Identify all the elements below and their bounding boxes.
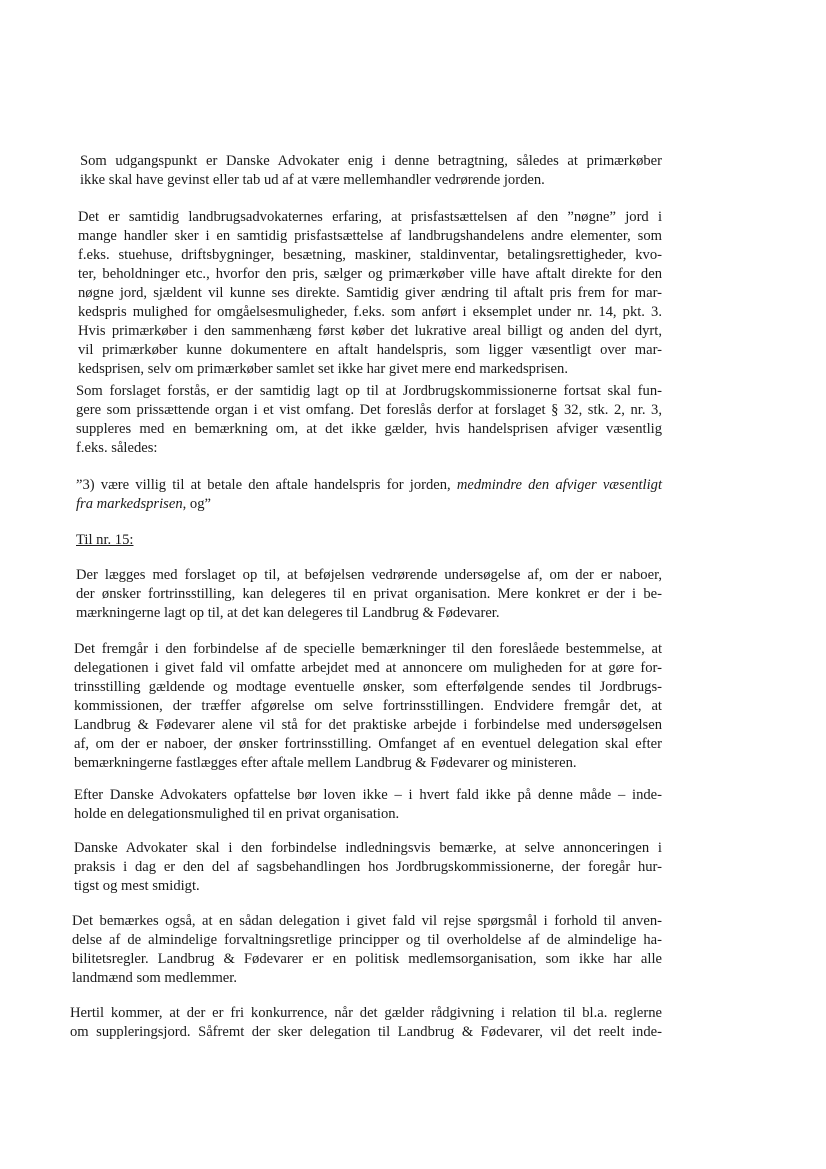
text-line: Landbrug & Fødevarer alene vil stå for det praktiske arbejde i forbindelse med undersøgelsen — [74, 717, 662, 733]
text-line: praksis i dag er den del af sagsbehandlingen hos Jordbrugskommissionerne, der foregår hur- — [74, 859, 662, 875]
paragraph-1 — [80, 152, 662, 190]
text-line: holde en delegationsmulighed til en privat organisation. — [74, 806, 400, 822]
text-line: mange handler sker i en samtidig prisfastsættelse af landbrugshandelens andre elementer, som — [78, 228, 662, 244]
text-line: om suppleringsjord. Såfremt der sker delegation til Landbrug & Fødevarer, vil det reelt inde- — [70, 1024, 662, 1040]
text-line: delegationen i givet fald vil omfatte arbejdet med at annoncere om muligheden for at gøre for- — [74, 660, 662, 676]
text-line: ter, beholdninger etc., hvorfor den pris, sælger og primærkøber ville have aftalt direkte for den — [78, 266, 662, 282]
quote-text: ”3) være villig til at betale den aftale handelspris for jorden, — [76, 477, 457, 493]
text-line — [76, 476, 662, 495]
text-line: delse af de almindelige forvaltningsretlige principper og til overholdelse af de almindelige ha- — [72, 932, 662, 948]
section-heading — [76, 531, 276, 550]
text-line: nøgne jord, sjældent vil kunne ses direkte. Samtidig giver ændring til aftalt pris frem for mar- — [78, 285, 662, 301]
text-line: Hertil kommer, at der er fri konkurrence, når det gælder rådgivning i relation til bl.a. reglerne — [70, 1005, 662, 1021]
text-line: Som forslaget forstås, er der samtidig lagt op til at Jordbrugskommissionerne fortsat skal fun- — [76, 383, 662, 399]
text-line: suppleres med en bemærkning om, at det ikke gælder, hvis handelsprisen afviger væsentlig — [76, 421, 662, 437]
text-line: kedsprisen, selv om primærkøber samlet set ikke har givet mere end markedsprisen. — [78, 361, 568, 377]
text-line: Efter Danske Advokaters opfattelse bør loven ikke – i hvert fald ikke på denne måde – inde- — [74, 787, 662, 803]
paragraph-4 — [76, 566, 662, 623]
text-line: Det er samtidig landbrugsadvokaternes erfaring, at prisfastsættelsen af den ”nøgne” jord i — [78, 209, 662, 225]
text-line: f.eks. stuehuse, driftsbygninger, besætning, maskiner, staldinventar, betalingsrettigheder, kvo- — [78, 247, 662, 263]
text-line: kedspris mulighed for omgåelsesmuligheder, f.eks. som anført i eksemplet under nr. 14, pkt. 3. — [78, 304, 662, 320]
heading-til-nr-15: Til nr. 15: — [76, 532, 134, 548]
text-line: bemærkningerne fastlægges efter aftale mellem Landbrug & Fødevarer og ministeren. — [74, 755, 577, 771]
quote-italic-text: fra markedsprisen — [76, 496, 183, 512]
text-line: bilitetsregler. Landbrug & Fødevarer er en politisk medlemsorganisation, som ikke har alle — [72, 951, 662, 967]
text-line: Som udgangspunkt er Danske Advokater enig i denne betragtning, således at primærkøber — [80, 153, 662, 169]
text-line: tigst og mest smidigt. — [74, 878, 200, 894]
text-line: kommissionen, der træffer afgørelse om selve fortrinsstillingen. Endvidere fremgår det, at — [74, 698, 662, 714]
paragraph-3 — [76, 382, 662, 458]
text-line: Det bemærkes også, at en sådan delegation i givet fald vil rejse spørgsmål i forhold til anven- — [72, 913, 662, 929]
text-line: trinsstilling gældende og modtage eventuelle ønsker, som efterfølgende sendes til Jordbrugs- — [74, 679, 662, 695]
text-line: mærkningerne lagt op til, at det kan delegeres til Landbrug & Fødevarer. — [76, 605, 500, 621]
text-line: der ønsker fortrinsstilling, kan delegeres til en privat organisation. Mere konkret er der i be- — [76, 586, 662, 602]
text-line: gere som prissættende organ i et vist omfang. Det foreslås derfor at forslaget § 32, stk. 2, nr. 3, — [76, 402, 662, 418]
text-line — [76, 495, 662, 514]
paragraph-2 — [78, 208, 662, 379]
text-line: landmænd som medlemmer. — [72, 970, 237, 986]
paragraph-7 — [74, 839, 662, 896]
text-line: af, om der er naboer, der ønsker fortrinsstilling. Omfanget af en eventuel delegation skal efter — [74, 736, 662, 752]
paragraph-5 — [74, 640, 662, 773]
text-line: Hvis primærkøber i den sammenhæng først køber det lukrative areal billigt og anden del dyrt, — [78, 323, 662, 339]
quoted-amendment — [76, 476, 662, 514]
text-line: vil primærkøber kunne dokumentere en aftalt handelspris, som ligger væsentligt over mar- — [78, 342, 662, 358]
paragraph-8 — [72, 912, 662, 988]
text-line: f.eks. således: — [76, 440, 158, 456]
quote-text: , og” — [182, 496, 211, 512]
text-line: Der lægges med forslaget op til, at beføjelsen vedrørende undersøgelse af, om der er naboer, — [76, 567, 662, 583]
text-line: Det fremgår i den forbindelse af de specielle bemærkninger til den foreslåede bestemmelse, at — [74, 641, 662, 657]
text-line: Danske Advokater skal i den forbindelse indledningsvis bemærke, at selve annonceringen i — [74, 840, 662, 856]
paragraph-9 — [70, 1004, 662, 1042]
quote-italic-text: medmindre den afviger væsentligt — [456, 477, 663, 493]
paragraph-6 — [74, 786, 662, 824]
text-line: ikke skal have gevinst eller tab ud af at være mellemhandler vedrørende jorden. — [80, 172, 545, 188]
